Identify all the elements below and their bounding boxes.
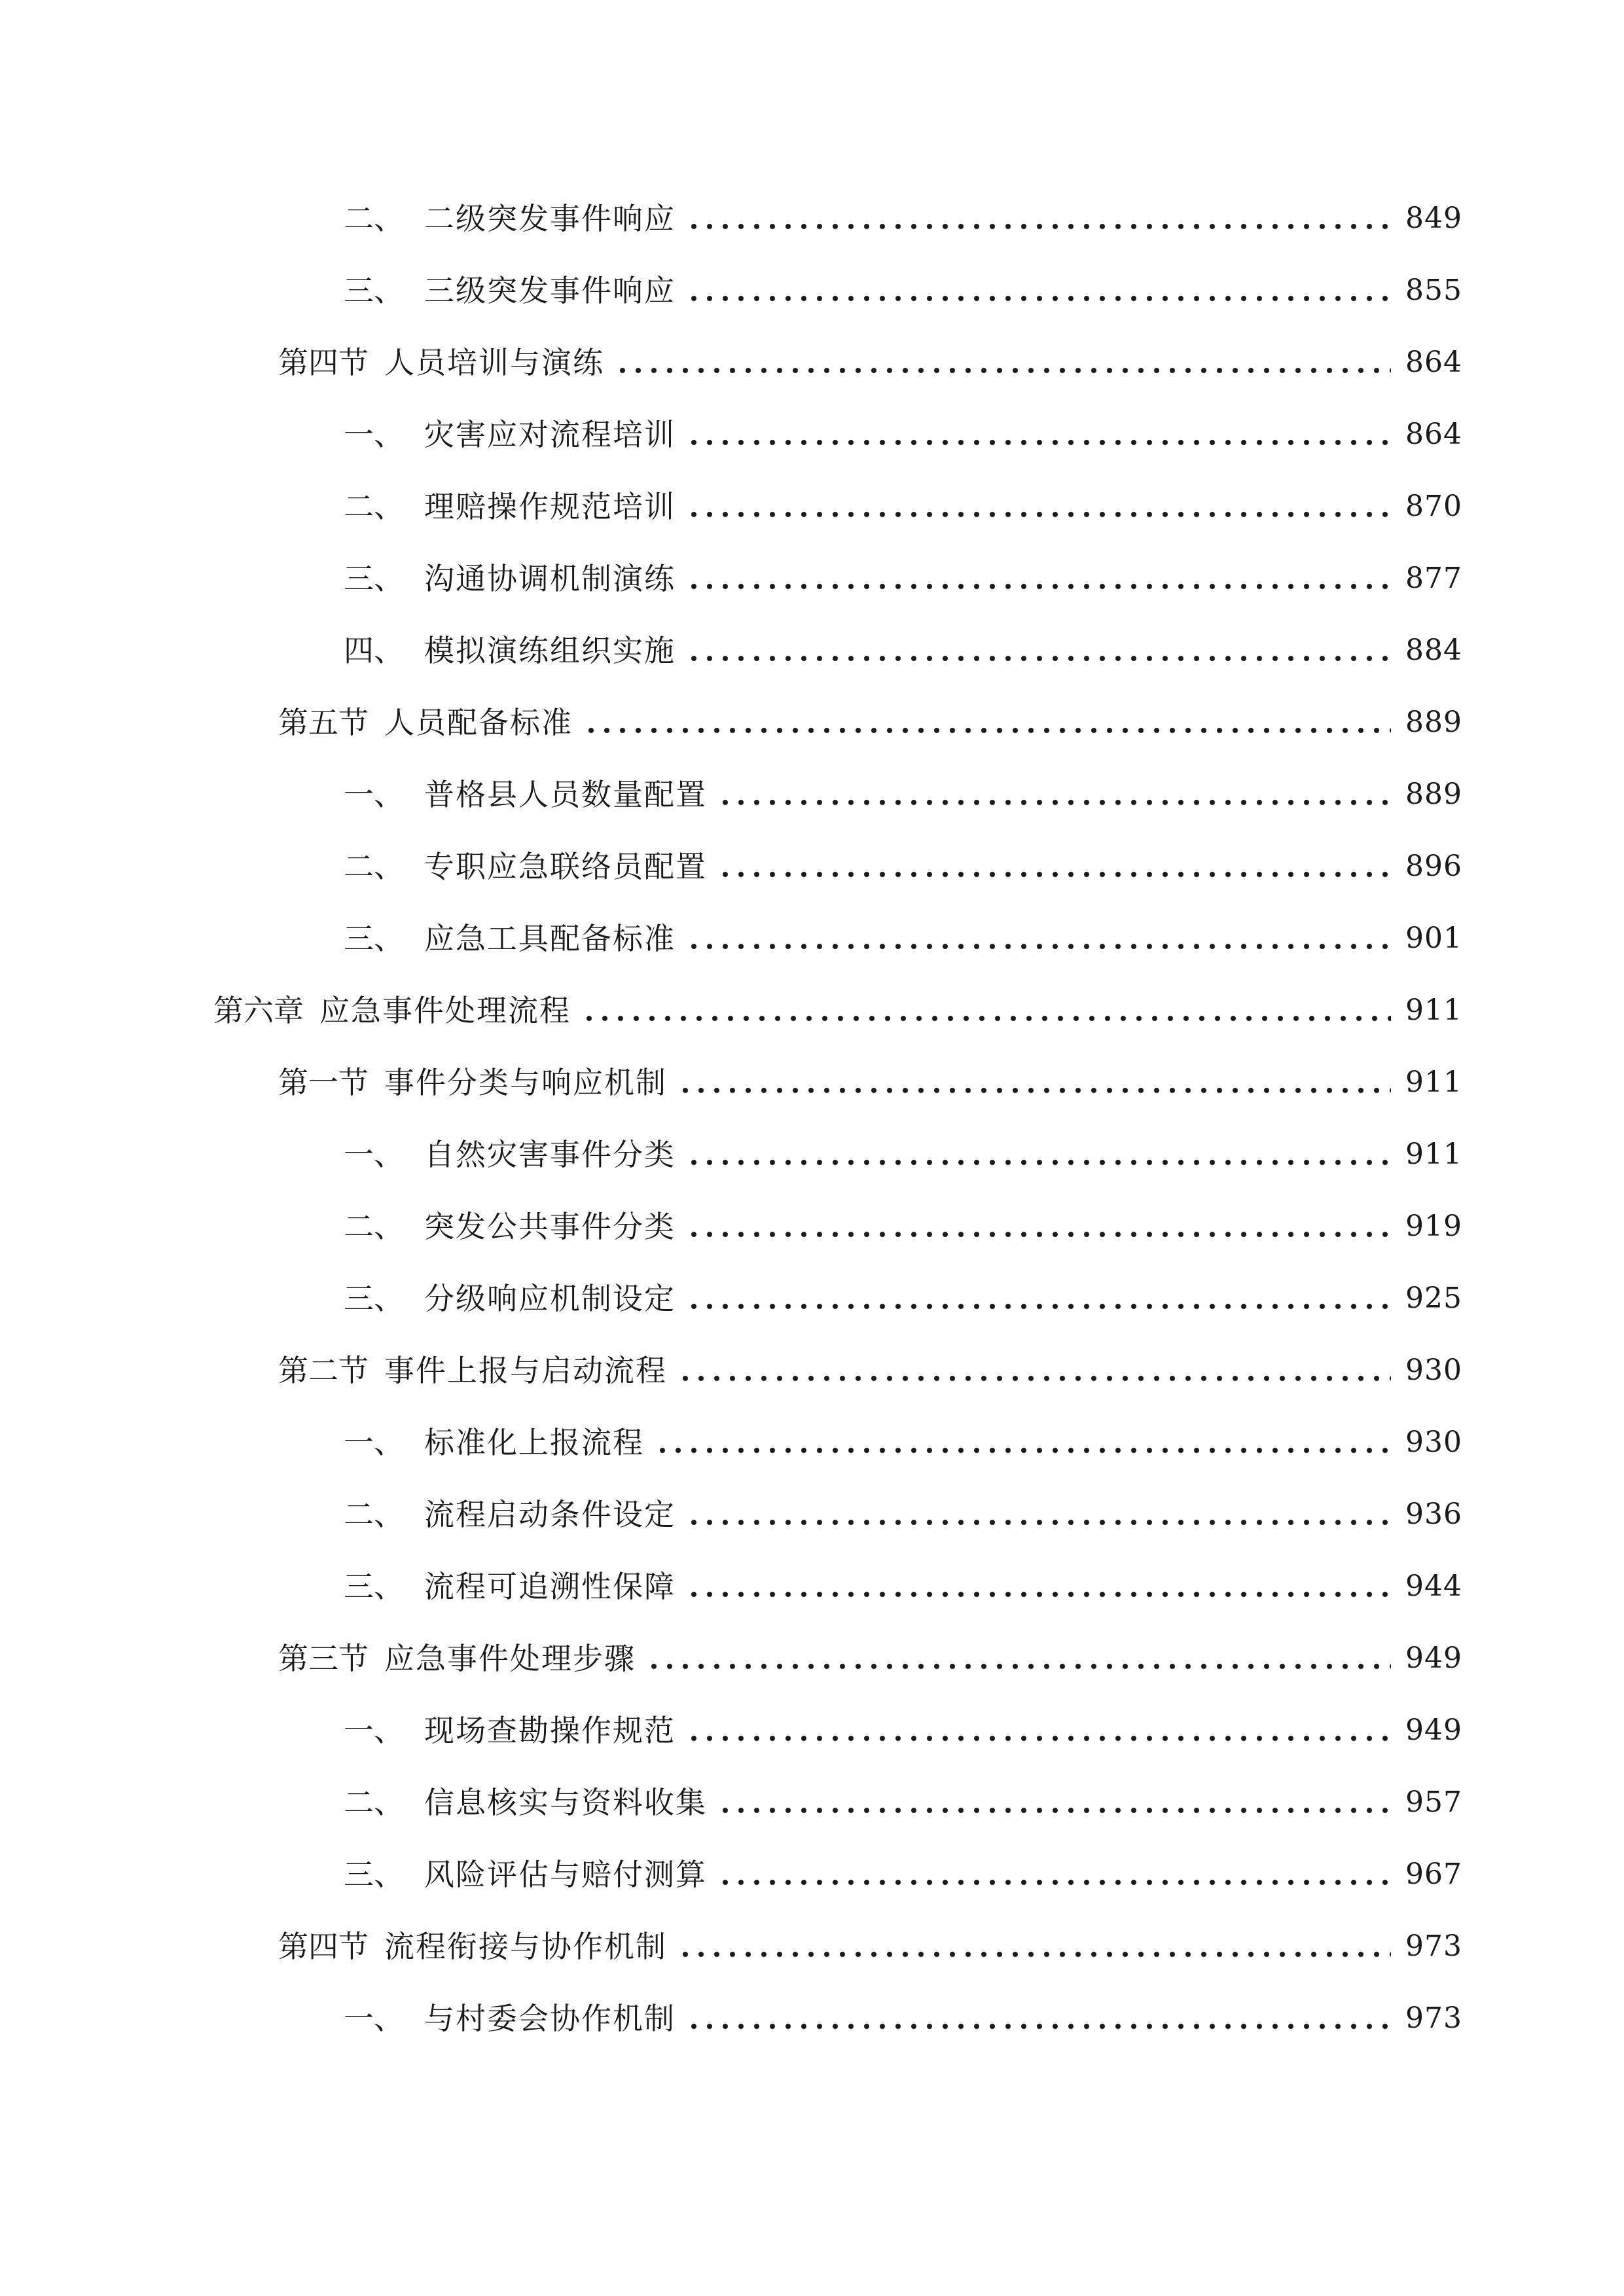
toc-entry-title: 应急事件处理步骤 xyxy=(384,1641,636,1676)
toc-entry-number: 三、 xyxy=(344,1857,404,1892)
toc-entry-number: 二、 xyxy=(344,1785,404,1820)
toc-dot-leader xyxy=(583,696,1391,749)
toc-dot-leader xyxy=(686,192,1391,245)
toc-entry-title: 灾害应对流程培训 xyxy=(424,417,676,452)
toc-entry-number: 三、 xyxy=(344,561,404,596)
toc-entry-title: 事件上报与启动流程 xyxy=(384,1353,667,1388)
toc-entry-number: 二、 xyxy=(344,1209,404,1244)
toc-entry-title: 分级响应机制设定 xyxy=(424,1281,676,1316)
toc-page-number: 901 xyxy=(1405,922,1462,955)
toc-entry[interactable] xyxy=(278,1344,1462,1397)
toc-entry-number: 三、 xyxy=(344,1281,404,1316)
toc-page-number: 864 xyxy=(1405,346,1462,379)
toc-page-number: 889 xyxy=(1405,778,1462,811)
toc-dot-leader xyxy=(717,1776,1391,1829)
toc-entry-title: 沟通协调机制演练 xyxy=(424,561,676,596)
toc-entry-number: 一、 xyxy=(344,1713,404,1748)
toc-page-number: 944 xyxy=(1405,1570,1462,1603)
toc-entry[interactable] xyxy=(344,840,1462,893)
toc-entry-title: 应急工具配备标准 xyxy=(424,921,676,956)
toc-page-number: 973 xyxy=(1405,1929,1462,1963)
toc-dot-leader xyxy=(717,768,1391,821)
toc-entry-title: 流程可追溯性保障 xyxy=(424,1569,676,1604)
toc-entry[interactable] xyxy=(344,1560,1462,1613)
toc-page-number: 919 xyxy=(1405,1210,1462,1243)
toc-page-number: 949 xyxy=(1405,1641,1462,1675)
toc-entry-number: 三、 xyxy=(344,921,404,956)
toc-entry-title: 专职应急联络员配置 xyxy=(424,849,707,884)
toc-dot-leader xyxy=(717,840,1391,893)
toc-page-number: 957 xyxy=(1405,1785,1462,1819)
toc-entry[interactable] xyxy=(344,264,1462,317)
toc-entry-title: 二级突发事件响应 xyxy=(424,201,676,236)
toc-page-number: 877 xyxy=(1405,562,1462,595)
toc-dot-leader xyxy=(646,1632,1391,1685)
toc-entry[interactable] xyxy=(344,912,1462,965)
toc-dot-leader xyxy=(686,1992,1391,2045)
toc-page-number: 936 xyxy=(1405,1498,1462,1531)
toc-entry[interactable] xyxy=(344,1488,1462,1541)
toc-page-number: 949 xyxy=(1405,1713,1462,1747)
toc-page-number: 925 xyxy=(1405,1282,1462,1315)
toc-entry-title: 突发公共事件分类 xyxy=(424,1209,676,1244)
toc-entry-title: 应急事件处理流程 xyxy=(319,993,571,1028)
toc-entry-number: 二、 xyxy=(344,489,404,524)
toc-entry-title: 与村委会协作机制 xyxy=(424,2001,676,2036)
toc-entry-number: 第四节 xyxy=(278,1929,369,1964)
toc-entry-number: 第三节 xyxy=(278,1641,369,1676)
toc-entry-number: 第六章 xyxy=(213,993,304,1028)
toc-entry[interactable] xyxy=(278,1920,1462,1973)
toc-entry[interactable] xyxy=(213,984,1462,1037)
toc-entry-title: 理赔操作规范培训 xyxy=(424,489,676,524)
toc-dot-leader xyxy=(686,624,1391,677)
toc-entry[interactable] xyxy=(278,1632,1462,1685)
toc-page-number: 930 xyxy=(1405,1426,1462,1459)
toc-entry-title: 普格县人员数量配置 xyxy=(424,777,707,812)
toc-entry[interactable] xyxy=(344,552,1462,605)
toc-entry[interactable] xyxy=(344,408,1462,461)
toc-page-number: 864 xyxy=(1405,418,1462,451)
toc-dot-leader xyxy=(677,1344,1391,1397)
toc-entry-number: 二、 xyxy=(344,849,404,884)
toc-entry[interactable] xyxy=(344,1776,1462,1829)
toc-dot-leader xyxy=(615,336,1391,389)
toc-dot-leader xyxy=(717,1848,1391,1901)
toc-page-number: 849 xyxy=(1405,202,1462,235)
toc-entry[interactable] xyxy=(278,696,1462,749)
toc-dot-leader xyxy=(581,984,1391,1037)
toc-page-number: 889 xyxy=(1405,706,1462,739)
toc-page-number: 911 xyxy=(1405,1138,1462,1171)
toc-entry-number: 四、 xyxy=(344,633,404,668)
toc-page-number: 967 xyxy=(1405,1857,1462,1891)
toc-dot-leader xyxy=(686,1560,1391,1613)
toc-entry-number: 一、 xyxy=(344,777,404,812)
toc-entry-number: 一、 xyxy=(344,2001,404,2036)
toc-dot-leader xyxy=(686,1272,1391,1325)
toc-entry-number: 一、 xyxy=(344,1425,404,1460)
toc-entry-number: 三、 xyxy=(344,273,404,308)
toc-dot-leader xyxy=(686,912,1391,965)
toc-dot-leader xyxy=(686,408,1391,461)
toc-entry-title: 流程衔接与协作机制 xyxy=(384,1929,667,1964)
toc-entry[interactable] xyxy=(278,1056,1462,1109)
toc-dot-leader xyxy=(686,264,1391,317)
toc-dot-leader xyxy=(655,1416,1391,1469)
toc-dot-leader xyxy=(677,1056,1391,1109)
toc-entry[interactable] xyxy=(344,1272,1462,1325)
toc-entry-number: 一、 xyxy=(344,417,404,452)
toc-dot-leader xyxy=(686,552,1391,605)
toc-dot-leader xyxy=(686,1128,1391,1181)
toc-entry-number: 第二节 xyxy=(278,1353,369,1388)
toc-entry[interactable] xyxy=(344,1416,1462,1469)
toc-entry[interactable] xyxy=(344,1848,1462,1901)
toc-entry-number: 二、 xyxy=(344,201,404,236)
toc-entry-number: 第五节 xyxy=(278,705,369,740)
toc-entry-number: 二、 xyxy=(344,1497,404,1532)
toc-page-number: 884 xyxy=(1405,634,1462,667)
toc-page-number: 973 xyxy=(1405,2001,1462,2035)
toc-entry-title: 人员培训与演练 xyxy=(384,345,604,380)
toc-page-number: 911 xyxy=(1405,1066,1462,1099)
toc-entry-title: 自然灾害事件分类 xyxy=(424,1137,676,1172)
toc-entry-title: 现场查勘操作规范 xyxy=(424,1713,676,1748)
toc-entry-title: 流程启动条件设定 xyxy=(424,1497,676,1532)
toc-page-number: 870 xyxy=(1405,490,1462,523)
toc-entry-title: 模拟演练组织实施 xyxy=(424,633,676,668)
toc-entry[interactable] xyxy=(278,336,1462,389)
toc-entry[interactable] xyxy=(344,192,1462,245)
toc-entry-number: 三、 xyxy=(344,1569,404,1604)
toc-entry[interactable] xyxy=(344,1200,1462,1253)
toc-entry-title: 标准化上报流程 xyxy=(424,1425,644,1460)
toc-entry[interactable] xyxy=(344,624,1462,677)
toc-page-number: 911 xyxy=(1405,994,1462,1027)
toc-entry-title: 事件分类与响应机制 xyxy=(384,1065,667,1100)
toc-entry[interactable] xyxy=(344,1992,1462,2045)
toc-entry-title: 风险评估与赔付测算 xyxy=(424,1857,707,1892)
toc-entry-title: 人员配备标准 xyxy=(384,705,573,740)
toc-entry[interactable] xyxy=(344,480,1462,533)
toc-entry[interactable] xyxy=(344,1128,1462,1181)
toc-entry[interactable] xyxy=(344,1704,1462,1757)
toc-page-number: 896 xyxy=(1405,850,1462,883)
toc-dot-leader xyxy=(677,1920,1391,1973)
toc-dot-leader xyxy=(686,1488,1391,1541)
toc-dot-leader xyxy=(686,1200,1391,1253)
toc-entry[interactable] xyxy=(344,768,1462,821)
toc-entry-number: 一、 xyxy=(344,1137,404,1172)
toc-entry-title: 三级突发事件响应 xyxy=(424,273,676,308)
toc-dot-leader xyxy=(686,1704,1391,1757)
toc-dot-leader xyxy=(686,480,1391,533)
toc-page-number: 855 xyxy=(1405,274,1462,307)
toc-entry-number: 第一节 xyxy=(278,1065,369,1100)
toc-entry-title: 信息核实与资料收集 xyxy=(424,1785,707,1820)
toc-page-number: 930 xyxy=(1405,1354,1462,1387)
toc-entry-number: 第四节 xyxy=(278,345,369,380)
